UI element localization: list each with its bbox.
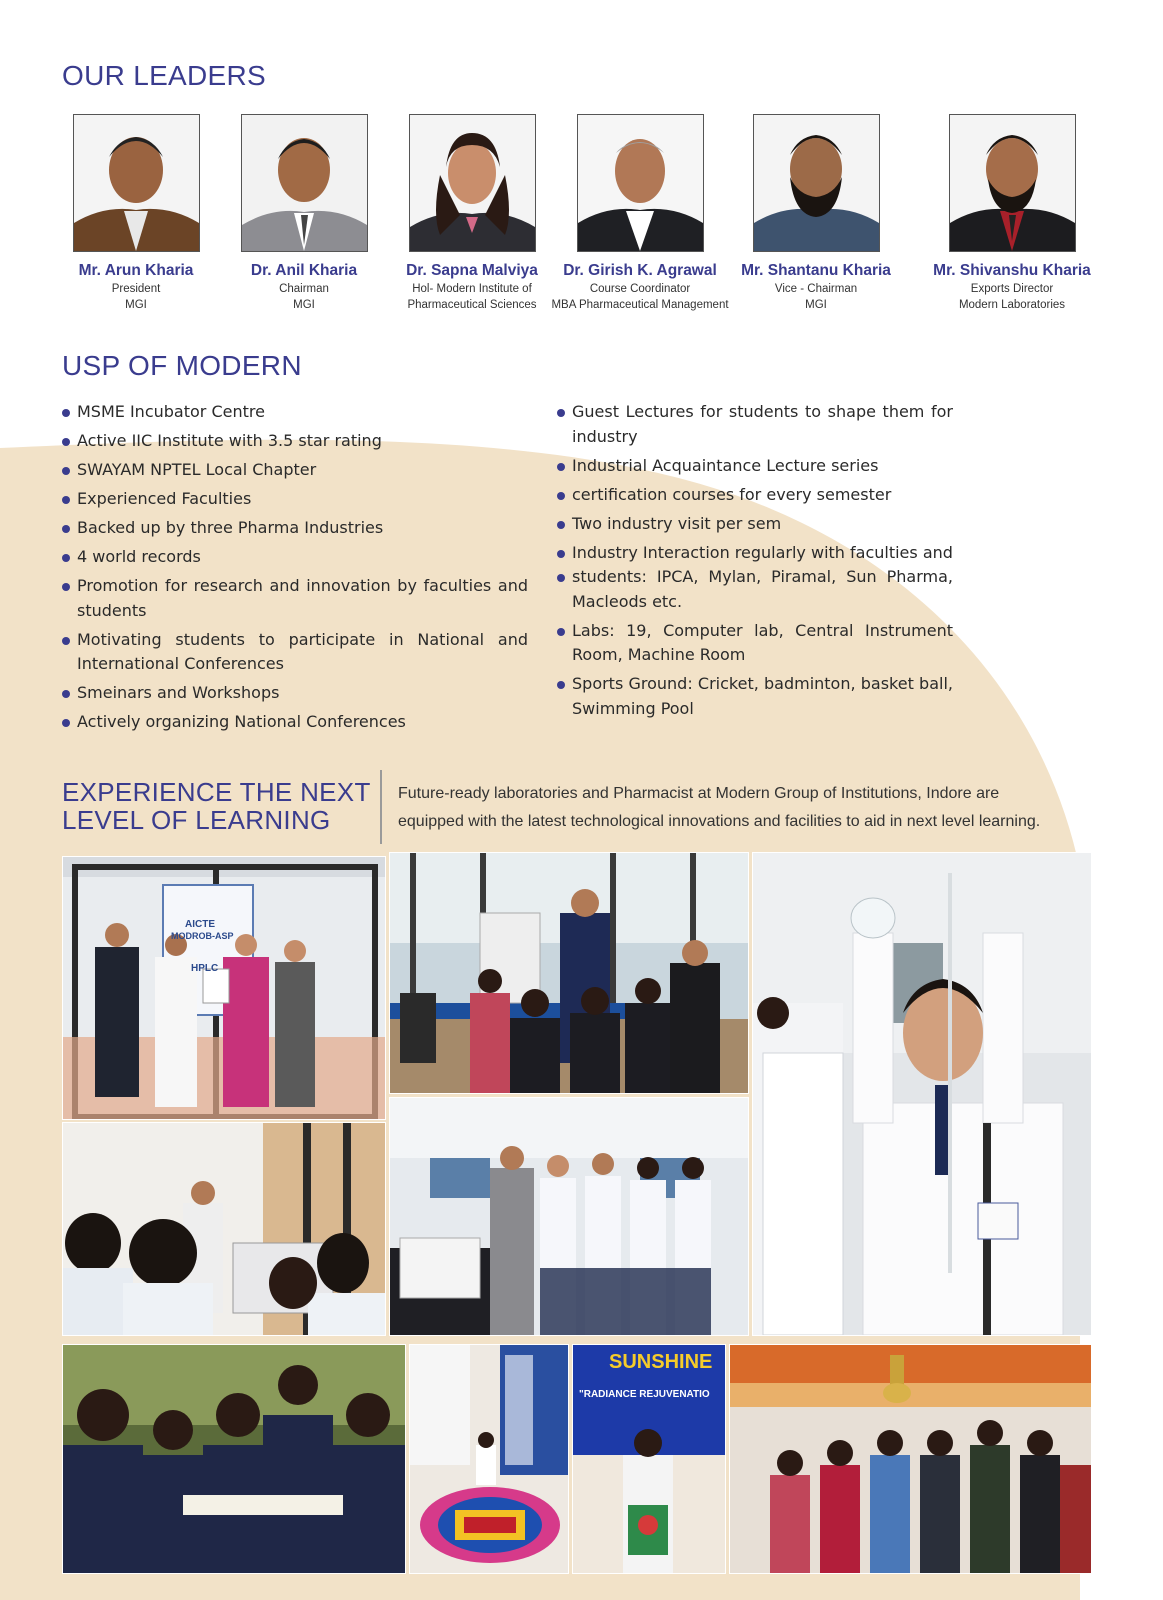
usp-item: Labs: 19, Computer lab, Central Instrument Room, Machine Room xyxy=(557,619,953,668)
leader-role-line1: Chairman xyxy=(279,283,329,295)
usp-title: USP OF MODERN xyxy=(62,350,302,381)
lab-poster-hplc: HPLC xyxy=(191,963,219,974)
leader-portrait xyxy=(753,114,880,252)
leaders-title: OUR LEADERS xyxy=(62,60,267,91)
photo-group-lab xyxy=(389,1097,749,1336)
usp-list-right xyxy=(557,400,953,726)
leader-card xyxy=(46,114,226,312)
leader-card xyxy=(726,114,906,312)
photo-trophy-celebration xyxy=(729,1344,1092,1574)
leader-card xyxy=(922,114,1102,312)
leader-card xyxy=(382,114,562,312)
leader-portrait xyxy=(409,114,536,252)
leader-role-line1: Hol- Modern Institute of xyxy=(412,283,532,295)
leader-role-line2: MBA Pharmaceutical Management xyxy=(551,299,729,311)
usp-item: Promotion for research and innovation by faculties and students xyxy=(62,574,528,623)
lab-poster-subtitle: MODROB-ASP xyxy=(171,931,234,941)
leaders-row xyxy=(46,114,1136,314)
leader-card xyxy=(550,114,730,312)
leader-name: Mr. Shivanshu Kharia xyxy=(933,262,1091,279)
usp-item: Guest Lectures for students to shape them for industry xyxy=(557,400,953,449)
leader-name: Dr. Anil Kharia xyxy=(250,262,358,279)
photo-lab-instrument xyxy=(389,852,749,1094)
leader-role-line1: Vice - Chairman xyxy=(774,283,858,295)
lab-poster-title: AICTE xyxy=(185,919,215,930)
experience-title xyxy=(62,778,382,834)
usp-item: Industrial Acquaintance Lecture series xyxy=(557,454,953,479)
photo-sunshine-banner xyxy=(572,1344,726,1574)
experience-description xyxy=(398,780,1118,836)
usp-item: SWAYAM NPTEL Local Chapter xyxy=(62,458,528,483)
leader-name: Dr. Sapna Malviya xyxy=(406,262,538,279)
leader-portrait xyxy=(73,114,200,252)
leader-portrait xyxy=(577,114,704,252)
usp-item: Motivating students to participate in National and International Conferences xyxy=(62,628,528,677)
usp-item: Industry Interaction regularly with faculties and xyxy=(557,541,953,566)
usp-item: students: IPCA, Mylan, Piramal, Sun Pharma, Macleods etc. xyxy=(557,565,953,614)
usp-item: certification courses for every semester xyxy=(557,483,953,508)
leader-role-line2: MGI xyxy=(293,299,315,311)
leader-role-line2: MGI xyxy=(125,299,147,311)
photo-rangoli xyxy=(409,1344,569,1574)
usp-item: Active IIC Institute with 3.5 star rating xyxy=(62,429,528,454)
usp-item: Actively organizing National Conferences xyxy=(62,710,528,735)
banner-title: SUNSHINE xyxy=(609,1351,713,1373)
leader-role-line2: Pharmaceutical Sciences xyxy=(407,299,537,311)
leader-name: Mr. Shantanu Kharia xyxy=(741,262,891,279)
leader-portrait xyxy=(949,114,1076,252)
photo-student-flask xyxy=(752,852,1092,1336)
usp-item: MSME Incubator Centre xyxy=(62,400,528,425)
leader-role-line2: MGI xyxy=(805,299,827,311)
photo-students-printer xyxy=(62,1122,386,1336)
usp-item: Backed up by three Pharma Industries xyxy=(62,516,528,541)
vertical-divider xyxy=(380,770,382,844)
leader-role-line1: Course Coordinator xyxy=(589,283,691,295)
usp-list-left xyxy=(62,400,528,739)
photo-students-reading xyxy=(62,1344,406,1574)
leader-name: Mr. Arun Kharia xyxy=(78,262,194,279)
leader-name: Dr. Girish K. Agrawal xyxy=(563,262,717,279)
usp-item: Experienced Faculties xyxy=(62,487,528,512)
experience-title-line1: EXPERIENCE THE NEXT xyxy=(62,777,371,807)
usp-item: Sports Ground: Cricket, badminton, basket ball, Swimming Pool xyxy=(557,672,953,721)
experience-description-line1: Future-ready laboratories and Pharmacist at Modern Group of Institutions, Indore are xyxy=(398,785,1000,802)
photo-lab-certificate xyxy=(62,856,386,1120)
leader-role-line1: President xyxy=(111,283,161,295)
usp-item: Smeinars and Workshops xyxy=(62,681,528,706)
banner-subtitle: "RADIANCE REJUVENATIO xyxy=(579,1389,710,1400)
leader-role-line1: Exports Director xyxy=(970,283,1054,295)
usp-item: Two industry visit per sem xyxy=(557,512,953,537)
leader-card xyxy=(214,114,394,312)
leader-portrait xyxy=(241,114,368,252)
experience-description-line2: equipped with the latest technological innovations and facilities to aid in next level learning. xyxy=(398,813,1041,830)
usp-item: 4 world records xyxy=(62,545,528,570)
leader-role-line2: Modern Laboratories xyxy=(958,299,1066,311)
experience-title-line2: LEVEL OF LEARNING xyxy=(62,805,331,835)
